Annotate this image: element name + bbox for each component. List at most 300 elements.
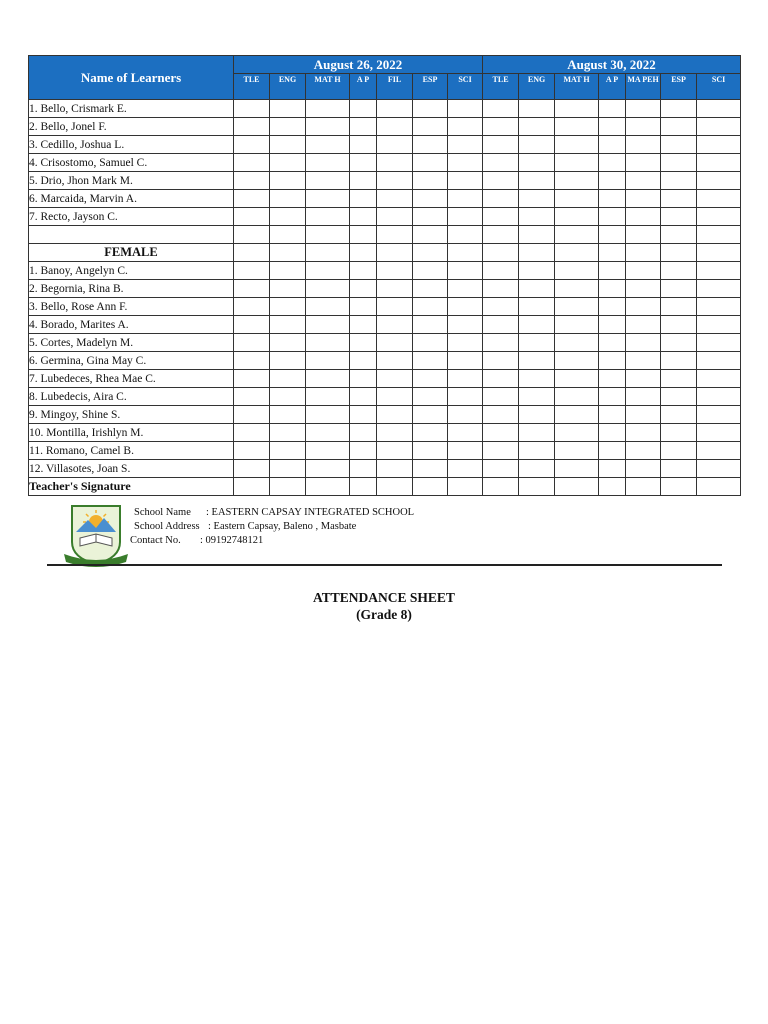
attendance-cell[interactable] — [626, 100, 661, 118]
attendance-cell[interactable] — [306, 460, 350, 478]
attendance-cell[interactable] — [448, 316, 483, 334]
attendance-cell[interactable] — [555, 442, 599, 460]
attendance-cell[interactable] — [555, 370, 599, 388]
attendance-cell[interactable] — [270, 298, 306, 316]
attendance-cell[interactable] — [519, 190, 555, 208]
attendance-cell[interactable] — [483, 262, 519, 280]
attendance-cell[interactable] — [270, 244, 306, 262]
attendance-cell[interactable] — [270, 136, 306, 154]
attendance-cell[interactable] — [306, 208, 350, 226]
attendance-cell[interactable] — [377, 406, 413, 424]
attendance-cell[interactable] — [448, 118, 483, 136]
attendance-cell[interactable] — [234, 442, 270, 460]
attendance-cell[interactable] — [448, 298, 483, 316]
attendance-cell[interactable] — [661, 280, 697, 298]
attendance-cell[interactable] — [306, 244, 350, 262]
attendance-cell[interactable] — [555, 352, 599, 370]
attendance-cell[interactable] — [661, 334, 697, 352]
attendance-cell[interactable] — [697, 244, 741, 262]
attendance-cell[interactable] — [555, 100, 599, 118]
attendance-cell[interactable] — [270, 190, 306, 208]
attendance-cell[interactable] — [519, 136, 555, 154]
attendance-cell[interactable] — [555, 460, 599, 478]
attendance-cell[interactable] — [377, 316, 413, 334]
attendance-cell[interactable] — [519, 244, 555, 262]
attendance-cell[interactable] — [448, 334, 483, 352]
attendance-cell[interactable] — [350, 280, 377, 298]
attendance-cell[interactable] — [626, 388, 661, 406]
attendance-cell[interactable] — [448, 388, 483, 406]
attendance-cell[interactable] — [483, 406, 519, 424]
attendance-cell[interactable] — [483, 478, 519, 496]
attendance-cell[interactable] — [697, 316, 741, 334]
attendance-cell[interactable] — [448, 406, 483, 424]
attendance-cell[interactable] — [483, 208, 519, 226]
attendance-cell[interactable] — [306, 262, 350, 280]
attendance-cell[interactable] — [413, 136, 448, 154]
attendance-cell[interactable] — [626, 406, 661, 424]
attendance-cell[interactable] — [555, 190, 599, 208]
attendance-cell[interactable] — [350, 190, 377, 208]
attendance-cell[interactable] — [555, 208, 599, 226]
attendance-cell[interactable] — [626, 280, 661, 298]
attendance-cell[interactable] — [519, 226, 555, 244]
attendance-cell[interactable] — [377, 172, 413, 190]
attendance-cell[interactable] — [483, 190, 519, 208]
attendance-cell[interactable] — [377, 244, 413, 262]
attendance-cell[interactable] — [697, 460, 741, 478]
attendance-cell[interactable] — [234, 100, 270, 118]
attendance-cell[interactable] — [350, 208, 377, 226]
attendance-cell[interactable] — [413, 226, 448, 244]
attendance-cell[interactable] — [413, 208, 448, 226]
attendance-cell[interactable] — [599, 172, 626, 190]
attendance-cell[interactable] — [661, 118, 697, 136]
attendance-cell[interactable] — [234, 316, 270, 334]
attendance-cell[interactable] — [377, 280, 413, 298]
attendance-cell[interactable] — [306, 388, 350, 406]
attendance-cell[interactable] — [483, 352, 519, 370]
attendance-cell[interactable] — [413, 100, 448, 118]
attendance-cell[interactable] — [483, 244, 519, 262]
attendance-cell[interactable] — [234, 352, 270, 370]
attendance-cell[interactable] — [270, 172, 306, 190]
attendance-cell[interactable] — [270, 478, 306, 496]
attendance-cell[interactable] — [234, 208, 270, 226]
attendance-cell[interactable] — [350, 460, 377, 478]
attendance-cell[interactable] — [626, 118, 661, 136]
attendance-cell[interactable] — [519, 424, 555, 442]
attendance-cell[interactable] — [448, 280, 483, 298]
attendance-cell[interactable] — [377, 262, 413, 280]
attendance-cell[interactable] — [306, 226, 350, 244]
attendance-cell[interactable] — [270, 316, 306, 334]
attendance-cell[interactable] — [626, 316, 661, 334]
attendance-cell[interactable] — [377, 190, 413, 208]
attendance-cell[interactable] — [270, 406, 306, 424]
attendance-cell[interactable] — [413, 154, 448, 172]
attendance-cell[interactable] — [661, 424, 697, 442]
attendance-cell[interactable] — [413, 334, 448, 352]
attendance-cell[interactable] — [448, 100, 483, 118]
attendance-cell[interactable] — [350, 136, 377, 154]
attendance-cell[interactable] — [448, 262, 483, 280]
attendance-cell[interactable] — [234, 370, 270, 388]
attendance-cell[interactable] — [448, 442, 483, 460]
attendance-cell[interactable] — [270, 352, 306, 370]
attendance-cell[interactable] — [413, 298, 448, 316]
attendance-cell[interactable] — [661, 244, 697, 262]
attendance-cell[interactable] — [377, 100, 413, 118]
attendance-cell[interactable] — [519, 442, 555, 460]
attendance-cell[interactable] — [483, 226, 519, 244]
attendance-cell[interactable] — [599, 316, 626, 334]
attendance-cell[interactable] — [483, 136, 519, 154]
attendance-cell[interactable] — [350, 244, 377, 262]
attendance-cell[interactable] — [377, 442, 413, 460]
attendance-cell[interactable] — [626, 370, 661, 388]
attendance-cell[interactable] — [448, 424, 483, 442]
attendance-cell[interactable] — [555, 244, 599, 262]
attendance-cell[interactable] — [519, 334, 555, 352]
attendance-cell[interactable] — [697, 352, 741, 370]
attendance-cell[interactable] — [697, 298, 741, 316]
attendance-cell[interactable] — [413, 118, 448, 136]
attendance-cell[interactable] — [448, 154, 483, 172]
attendance-cell[interactable] — [350, 118, 377, 136]
attendance-cell[interactable] — [599, 136, 626, 154]
attendance-cell[interactable] — [377, 352, 413, 370]
attendance-cell[interactable] — [661, 406, 697, 424]
attendance-cell[interactable] — [626, 334, 661, 352]
attendance-cell[interactable] — [306, 172, 350, 190]
attendance-cell[interactable] — [413, 442, 448, 460]
attendance-cell[interactable] — [661, 154, 697, 172]
attendance-cell[interactable] — [661, 316, 697, 334]
attendance-cell[interactable] — [626, 154, 661, 172]
attendance-cell[interactable] — [270, 460, 306, 478]
attendance-cell[interactable] — [697, 154, 741, 172]
attendance-cell[interactable] — [519, 478, 555, 496]
attendance-cell[interactable] — [483, 154, 519, 172]
attendance-cell[interactable] — [350, 370, 377, 388]
attendance-cell[interactable] — [599, 388, 626, 406]
attendance-cell[interactable] — [626, 460, 661, 478]
attendance-cell[interactable] — [661, 460, 697, 478]
attendance-cell[interactable] — [270, 442, 306, 460]
attendance-cell[interactable] — [270, 262, 306, 280]
attendance-cell[interactable] — [599, 100, 626, 118]
attendance-cell[interactable] — [377, 388, 413, 406]
attendance-cell[interactable] — [350, 100, 377, 118]
attendance-cell[interactable] — [483, 388, 519, 406]
attendance-cell[interactable] — [519, 406, 555, 424]
attendance-cell[interactable] — [306, 136, 350, 154]
attendance-cell[interactable] — [555, 478, 599, 496]
attendance-cell[interactable] — [519, 316, 555, 334]
attendance-cell[interactable] — [697, 424, 741, 442]
attendance-cell[interactable] — [270, 424, 306, 442]
attendance-cell[interactable] — [377, 460, 413, 478]
attendance-cell[interactable] — [234, 172, 270, 190]
attendance-cell[interactable] — [599, 280, 626, 298]
attendance-cell[interactable] — [626, 352, 661, 370]
attendance-cell[interactable] — [234, 406, 270, 424]
attendance-cell[interactable] — [555, 316, 599, 334]
attendance-cell[interactable] — [555, 136, 599, 154]
attendance-cell[interactable] — [413, 280, 448, 298]
attendance-cell[interactable] — [697, 388, 741, 406]
attendance-cell[interactable] — [234, 280, 270, 298]
attendance-cell[interactable] — [697, 100, 741, 118]
attendance-cell[interactable] — [448, 244, 483, 262]
attendance-cell[interactable] — [519, 100, 555, 118]
attendance-cell[interactable] — [377, 136, 413, 154]
attendance-cell[interactable] — [519, 298, 555, 316]
attendance-cell[interactable] — [661, 190, 697, 208]
attendance-cell[interactable] — [234, 460, 270, 478]
attendance-cell[interactable] — [599, 226, 626, 244]
attendance-cell[interactable] — [350, 154, 377, 172]
attendance-cell[interactable] — [661, 136, 697, 154]
attendance-cell[interactable] — [599, 244, 626, 262]
attendance-cell[interactable] — [697, 280, 741, 298]
attendance-cell[interactable] — [413, 406, 448, 424]
attendance-cell[interactable] — [306, 190, 350, 208]
attendance-cell[interactable] — [599, 190, 626, 208]
attendance-cell[interactable] — [599, 334, 626, 352]
attendance-cell[interactable] — [483, 298, 519, 316]
attendance-cell[interactable] — [661, 442, 697, 460]
attendance-cell[interactable] — [270, 208, 306, 226]
attendance-cell[interactable] — [234, 118, 270, 136]
attendance-cell[interactable] — [483, 370, 519, 388]
attendance-cell[interactable] — [697, 370, 741, 388]
attendance-cell[interactable] — [599, 442, 626, 460]
attendance-cell[interactable] — [306, 334, 350, 352]
attendance-cell[interactable] — [626, 478, 661, 496]
attendance-cell[interactable] — [599, 298, 626, 316]
attendance-cell[interactable] — [234, 244, 270, 262]
attendance-cell[interactable] — [519, 352, 555, 370]
attendance-cell[interactable] — [234, 298, 270, 316]
attendance-cell[interactable] — [555, 298, 599, 316]
attendance-cell[interactable] — [483, 442, 519, 460]
attendance-cell[interactable] — [350, 316, 377, 334]
attendance-cell[interactable] — [555, 226, 599, 244]
attendance-cell[interactable] — [697, 442, 741, 460]
attendance-cell[interactable] — [599, 370, 626, 388]
attendance-cell[interactable] — [377, 424, 413, 442]
attendance-cell[interactable] — [697, 118, 741, 136]
attendance-cell[interactable] — [555, 172, 599, 190]
attendance-cell[interactable] — [448, 190, 483, 208]
attendance-cell[interactable] — [234, 388, 270, 406]
attendance-cell[interactable] — [519, 118, 555, 136]
attendance-cell[interactable] — [519, 370, 555, 388]
attendance-cell[interactable] — [626, 262, 661, 280]
attendance-cell[interactable] — [350, 172, 377, 190]
attendance-cell[interactable] — [377, 154, 413, 172]
attendance-cell[interactable] — [234, 478, 270, 496]
attendance-cell[interactable] — [448, 208, 483, 226]
attendance-cell[interactable] — [483, 280, 519, 298]
attendance-cell[interactable] — [483, 424, 519, 442]
attendance-cell[interactable] — [377, 208, 413, 226]
attendance-cell[interactable] — [599, 154, 626, 172]
attendance-cell[interactable] — [350, 298, 377, 316]
attendance-cell[interactable] — [661, 388, 697, 406]
attendance-cell[interactable] — [555, 262, 599, 280]
attendance-cell[interactable] — [306, 442, 350, 460]
attendance-cell[interactable] — [306, 352, 350, 370]
attendance-cell[interactable] — [555, 388, 599, 406]
attendance-cell[interactable] — [448, 370, 483, 388]
attendance-cell[interactable] — [413, 388, 448, 406]
attendance-cell[interactable] — [306, 370, 350, 388]
attendance-cell[interactable] — [483, 100, 519, 118]
attendance-cell[interactable] — [697, 262, 741, 280]
attendance-cell[interactable] — [306, 478, 350, 496]
attendance-cell[interactable] — [413, 424, 448, 442]
attendance-cell[interactable] — [661, 208, 697, 226]
attendance-cell[interactable] — [270, 226, 306, 244]
attendance-cell[interactable] — [234, 154, 270, 172]
attendance-cell[interactable] — [599, 262, 626, 280]
attendance-cell[interactable] — [448, 352, 483, 370]
attendance-cell[interactable] — [626, 442, 661, 460]
attendance-cell[interactable] — [350, 388, 377, 406]
attendance-cell[interactable] — [661, 172, 697, 190]
attendance-cell[interactable] — [270, 280, 306, 298]
attendance-cell[interactable] — [697, 136, 741, 154]
attendance-cell[interactable] — [697, 478, 741, 496]
attendance-cell[interactable] — [519, 154, 555, 172]
attendance-cell[interactable] — [697, 172, 741, 190]
attendance-cell[interactable] — [483, 172, 519, 190]
attendance-cell[interactable] — [413, 370, 448, 388]
attendance-cell[interactable] — [626, 190, 661, 208]
attendance-cell[interactable] — [599, 424, 626, 442]
attendance-cell[interactable] — [661, 298, 697, 316]
attendance-cell[interactable] — [306, 406, 350, 424]
attendance-cell[interactable] — [599, 352, 626, 370]
attendance-cell[interactable] — [377, 226, 413, 244]
attendance-cell[interactable] — [697, 406, 741, 424]
attendance-cell[interactable] — [270, 100, 306, 118]
attendance-cell[interactable] — [519, 388, 555, 406]
attendance-cell[interactable] — [270, 154, 306, 172]
attendance-cell[interactable] — [661, 100, 697, 118]
attendance-cell[interactable] — [413, 244, 448, 262]
attendance-cell[interactable] — [350, 262, 377, 280]
attendance-cell[interactable] — [350, 424, 377, 442]
attendance-cell[interactable] — [306, 280, 350, 298]
attendance-cell[interactable] — [413, 262, 448, 280]
attendance-cell[interactable] — [306, 424, 350, 442]
attendance-cell[interactable] — [661, 370, 697, 388]
attendance-cell[interactable] — [234, 262, 270, 280]
attendance-cell[interactable] — [350, 352, 377, 370]
attendance-cell[interactable] — [483, 118, 519, 136]
attendance-cell[interactable] — [599, 460, 626, 478]
attendance-cell[interactable] — [234, 424, 270, 442]
attendance-cell[interactable] — [626, 136, 661, 154]
attendance-cell[interactable] — [626, 172, 661, 190]
attendance-cell[interactable] — [697, 208, 741, 226]
attendance-cell[interactable] — [555, 406, 599, 424]
attendance-cell[interactable] — [661, 262, 697, 280]
attendance-cell[interactable] — [350, 226, 377, 244]
attendance-cell[interactable] — [234, 334, 270, 352]
attendance-cell[interactable] — [555, 334, 599, 352]
attendance-cell[interactable] — [626, 244, 661, 262]
attendance-cell[interactable] — [599, 478, 626, 496]
attendance-cell[interactable] — [306, 118, 350, 136]
attendance-cell[interactable] — [270, 118, 306, 136]
attendance-cell[interactable] — [555, 118, 599, 136]
attendance-cell[interactable] — [350, 406, 377, 424]
attendance-cell[interactable] — [661, 226, 697, 244]
attendance-cell[interactable] — [483, 460, 519, 478]
attendance-cell[interactable] — [555, 280, 599, 298]
attendance-cell[interactable] — [270, 370, 306, 388]
attendance-cell[interactable] — [306, 298, 350, 316]
attendance-cell[interactable] — [626, 208, 661, 226]
attendance-cell[interactable] — [448, 478, 483, 496]
attendance-cell[interactable] — [599, 118, 626, 136]
attendance-cell[interactable] — [270, 334, 306, 352]
attendance-cell[interactable] — [626, 424, 661, 442]
attendance-cell[interactable] — [234, 190, 270, 208]
attendance-cell[interactable] — [306, 100, 350, 118]
attendance-cell[interactable] — [377, 370, 413, 388]
attendance-cell[interactable] — [483, 316, 519, 334]
attendance-cell[interactable] — [234, 226, 270, 244]
attendance-cell[interactable] — [377, 118, 413, 136]
attendance-cell[interactable] — [413, 460, 448, 478]
attendance-cell[interactable] — [350, 478, 377, 496]
attendance-cell[interactable] — [448, 136, 483, 154]
attendance-cell[interactable] — [483, 334, 519, 352]
attendance-cell[interactable] — [697, 334, 741, 352]
attendance-cell[interactable] — [626, 298, 661, 316]
attendance-cell[interactable] — [270, 388, 306, 406]
attendance-cell[interactable] — [661, 478, 697, 496]
attendance-cell[interactable] — [413, 190, 448, 208]
attendance-cell[interactable] — [448, 172, 483, 190]
attendance-cell[interactable] — [306, 154, 350, 172]
attendance-cell[interactable] — [519, 208, 555, 226]
attendance-cell[interactable] — [448, 460, 483, 478]
attendance-cell[interactable] — [519, 280, 555, 298]
attendance-cell[interactable] — [234, 136, 270, 154]
attendance-cell[interactable] — [555, 154, 599, 172]
attendance-cell[interactable] — [413, 352, 448, 370]
attendance-cell[interactable] — [377, 298, 413, 316]
attendance-cell[interactable] — [599, 208, 626, 226]
attendance-cell[interactable] — [377, 334, 413, 352]
attendance-cell[interactable] — [448, 226, 483, 244]
attendance-cell[interactable] — [519, 172, 555, 190]
attendance-cell[interactable] — [626, 226, 661, 244]
attendance-cell[interactable] — [555, 424, 599, 442]
attendance-cell[interactable] — [413, 172, 448, 190]
attendance-cell[interactable] — [413, 478, 448, 496]
attendance-cell[interactable] — [413, 316, 448, 334]
attendance-cell[interactable] — [519, 262, 555, 280]
attendance-cell[interactable] — [377, 478, 413, 496]
